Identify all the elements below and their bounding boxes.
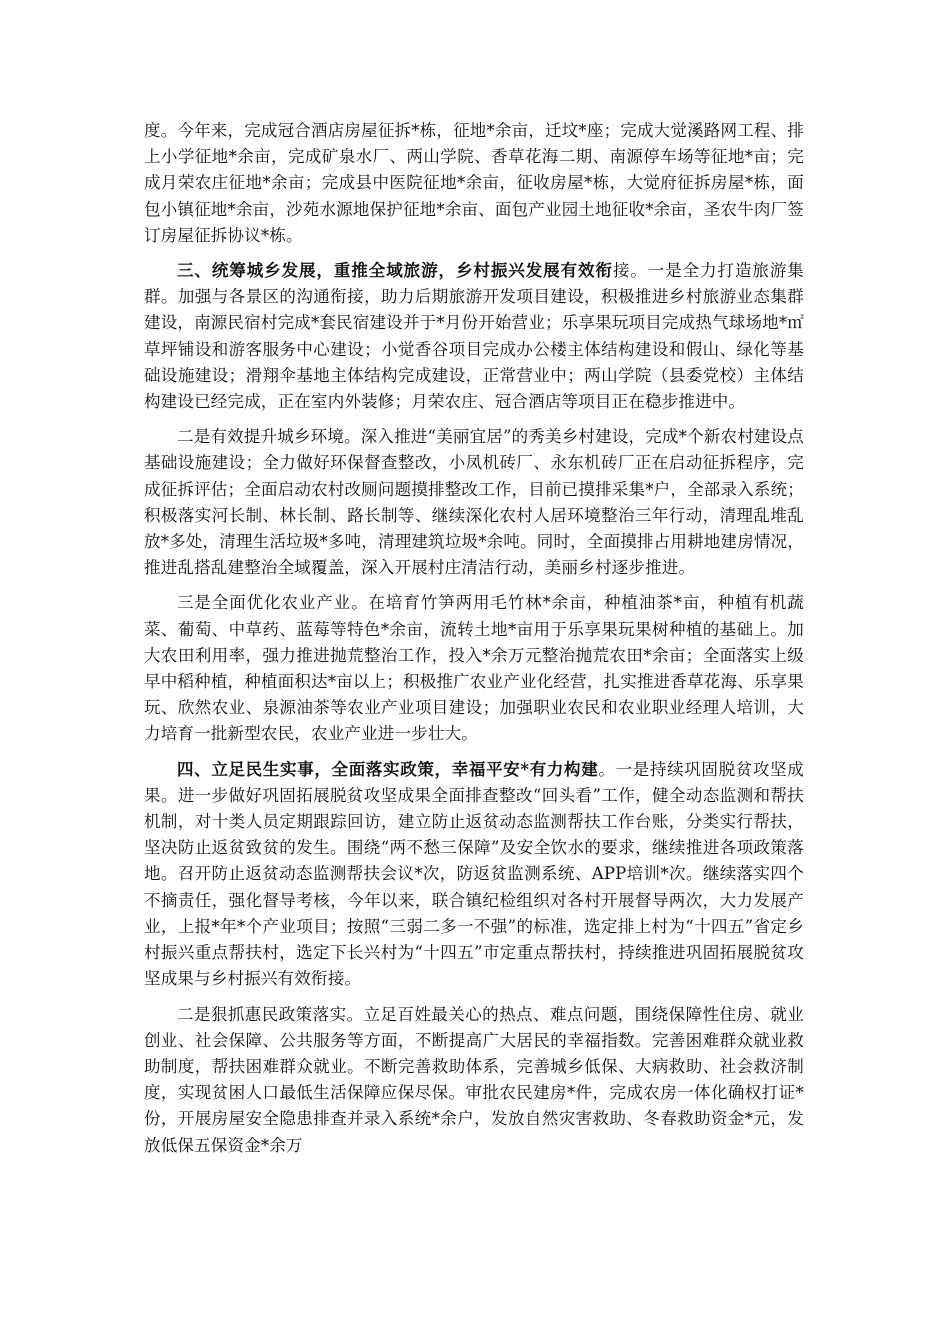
paragraph-text: 三是全面优化农业产业。在培育竹笋两用毛竹林*余亩，种植油茶*亩，种植有机蔬菜、葡萄、中草药、蓝莓等特色*余亩，流转土地*亩用于乐享果玩果树种植的基础上。加大农田利用率，强力推进抛荒整治工作，投入*余万元整治抛荒农田*余亩；全面落实上级早中稻种植，种植面积达*亩以上；积极推广农业产业化经营，扎实推进香草花海、乐享果玩、欣然农业、泉源油茶等农业产业项目建设；加强职业农民和农业职业经理人培训，大力培育一批新型农民，农业产业进一步壮大。 — [144, 593, 804, 744]
paragraph-urban-rural-environment — [144, 424, 804, 581]
paragraph-text: 。一是持续巩固脱贫攻坚成果。进一步做好巩固拓展脱贫攻坚成果全面排查整改“回头看”工作，健全动态监测和帮扶机制，对十类人员定期跟踪回访，建立防止返贫动态监测帮扶工作台账，分类实行帮扶，坚决防止返贫致贫的发生。围绕“两不愁三保障”及安全饮水的要求，继续推进各项政策落地。召开防止返贫动态监测帮扶会议*次，防返贫监测系统、APP培训*次。继续落实四个不摘责任，强化督导考核，今年以来，联合镇纪检组织对各村开展督导两次，大力发展产业，上报*年*个产业项目；按照“三弱二多一不强”的标准，选定排上村为“十四五”省定乡村振兴重点帮扶村，选定下长兴村为“十四五”市定重点帮扶村，持续推进巩固拓展脱贫攻坚成果与乡村振兴有效衔接。 — [144, 759, 804, 989]
paragraph-text: 二是狠抓惠民政策落实。立足百姓最关心的热点、难点问题，围绕保障性住房、就业创业、社会保障、公共服务等方面，不断提高广大居民的幸福指数。完善困难群众就业救助制度，帮扶困难群众就业。不断完善救助体系，完善城乡低保、大病救助、社会救济制度，实现贫困人口最低生活保障应保尽保。审批农民建房*件，完成农房一体化确权打证*份，开展房屋安全隐患排查并录入系统*余户，发放自然灾害救助、冬春救助资金*元，发放低保五保资金*余万 — [144, 1004, 804, 1155]
document-page — [144, 118, 804, 1168]
paragraph-text: 度。今年来，完成冠合酒店房屋征拆*栋，征地*余亩，迁坟*座；完成大觉溪路网工程、排上小学征地*余亩，完成矿泉水厂、两山学院、香草花海二期、南源停车场等征地*亩；完成月荣农庄征地*余亩；完成县中医院征地*余亩，征收房屋*栋，大觉府征拆房屋*栋，面包小镇征地*余亩，沙苑水源地保护征地*余亩、面包产业园土地征收*余亩，圣农牛肉厂签订房屋征拆协议*栋。 — [144, 121, 804, 245]
paragraph-text: 接。一是全力打造旅游集群。加强与各景区的沟通衔接，助力后期旅游开发项目建设，积极推进乡村旅游业态集群建设，南源民宿村完成*套民宿建设并于*月份开始营业；乐享果玩项目完成热气球场地*㎡草坪铺设和游客服务中心建设；小觉香谷项目完成办公楼主体结构建设和假山、绿化等基础设施建设；滑翔伞基地主体结构完成建设，正常营业中；两山学院（县委党校）主体结构建设已经完成，正在室内外装修；月荣农庄、冠合酒店等项目正在稳步推进中。 — [144, 261, 805, 412]
section-heading: 四、立足民生实事，全面落实政策，幸福平安*有力构建 — [177, 759, 599, 779]
paragraph-agriculture — [144, 590, 804, 747]
paragraph-land-acquisition — [144, 118, 804, 249]
paragraph-text: 二是有效提升城乡环境。深入推进“美丽宜居”的秀美乡村建设，完成*个新农村建设点基础设施建设；全力做好环保督查整改，小凤机砖厂、永东机砖厂正在启动征拆程序，完成征拆评估；全面启动农村改厕问题摸排整改工作，目前已摸排采集*户，全部录入系统；积极落实河长制、林长制、路长制等、继续深化农村人居环境整治三年行动，清理乱堆乱放*多处，清理生活垃圾*多吨，清理建筑垃圾*余吨。同时，全面摸排占用耕地建房情况，推进乱搭乱建整治全域覆盖，深入开展村庄清洁行动，美丽乡村逐步推进。 — [144, 427, 804, 578]
paragraph-welfare-policy — [144, 1002, 804, 1159]
paragraph-section-four — [144, 757, 804, 993]
paragraph-section-three — [144, 258, 804, 415]
section-heading: 三、统筹城乡发展，重推全域旅游，乡村振兴发展有效衔 — [177, 261, 613, 281]
